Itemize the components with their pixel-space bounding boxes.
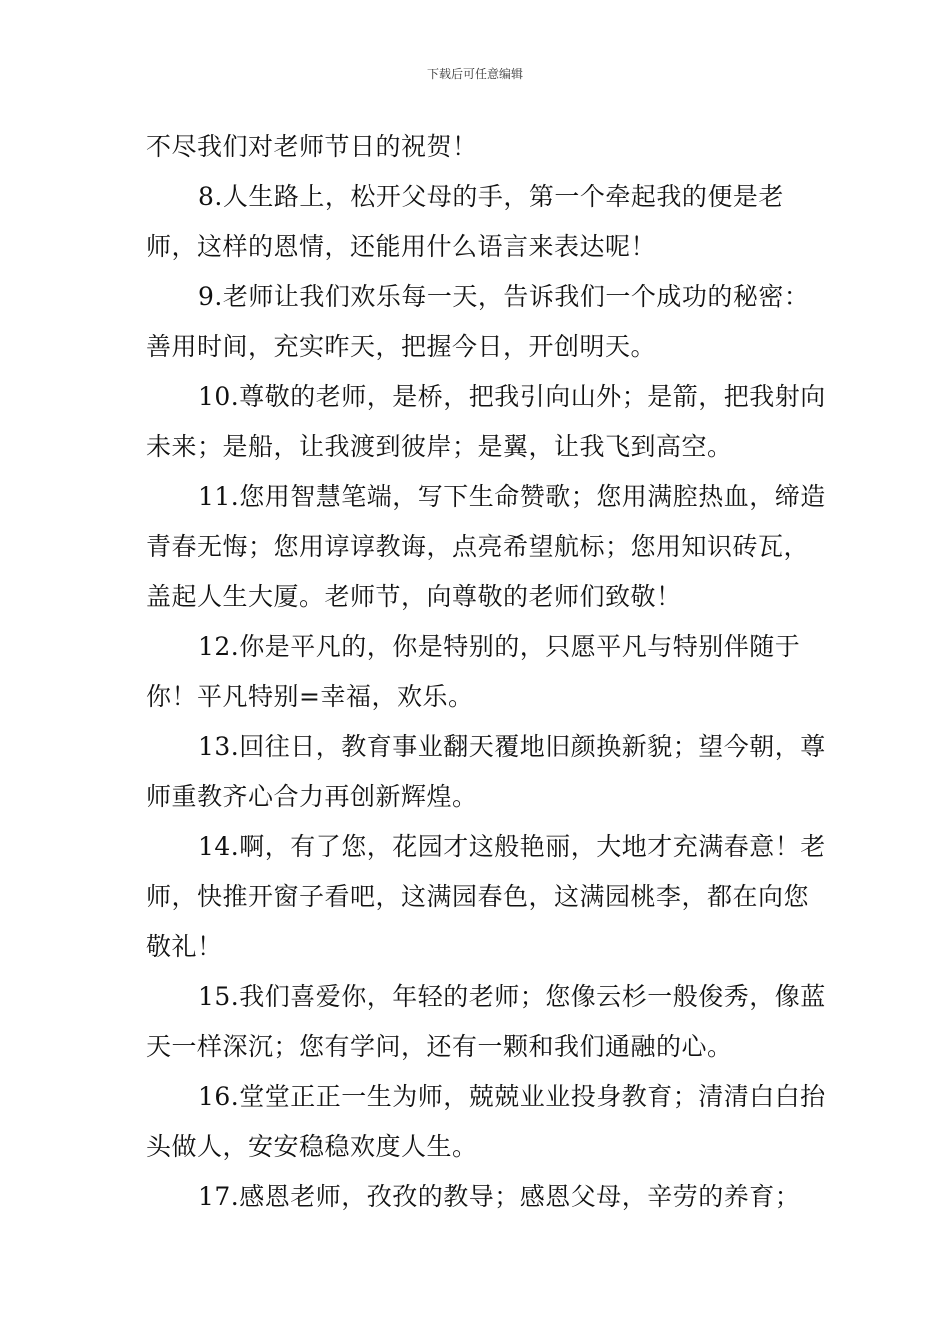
- paragraph-13: 13.回往日，教育事业翻天覆地旧颜换新貌；望今朝，尊师重教齐心合力再创新辉煌。: [146, 732, 826, 811]
- paragraph-14: 14.啊，有了您，花园才这般艳丽，大地才充满春意！老师，快推开窗子看吧，这满园春色，这满园桃李，都在向您敬礼！: [146, 832, 826, 961]
- paragraph-17: 17.感恩老师，孜孜的教导；感恩父母，辛劳的养育；: [198, 1182, 801, 1211]
- paragraph-9: 9.老师让我们欢乐每一天，告诉我们一个成功的秘密：善用时间，充实昨天，把握今日，开创明天。: [146, 282, 810, 361]
- paragraph-16: 16.堂堂正正一生为师，兢兢业业投身教育；清清白白抬头做人，安安稳稳欢度人生。: [146, 1082, 826, 1161]
- paragraph-continued: 不尽我们对老师节日的祝贺！: [146, 132, 478, 161]
- page-header: 下载后可任意编辑: [426, 67, 523, 81]
- paragraph-12: 12.你是平凡的，你是特别的，只愿平凡与特别伴随于你！平凡特别=幸福，欢乐。: [146, 632, 801, 711]
- paragraph-15: 15.我们喜爱你，年轻的老师；您像云杉一般俊秀，像蓝天一样深沉；您有学问，还有一颗和我们通融的心。: [146, 982, 826, 1061]
- paragraph-8: 8.人生路上，松开父母的手，第一个牵起我的便是老师，这样的恩情，还能用什么语言来表达呢！: [146, 182, 784, 261]
- paragraph-11: 11.您用智慧笔端，写下生命赞歌；您用满腔热血，缔造青春无悔；您用谆谆教诲，点亮希望航标；您用知识砖瓦，盖起人生大厦。老师节，向尊敬的老师们致敬！: [146, 482, 826, 611]
- document-body: [146, 122, 826, 1222]
- paragraph-10: 10.尊敬的老师，是桥，把我引向山外；是箭，把我射向未来；是船，让我渡到彼岸；是翼，让我飞到高空。: [146, 382, 826, 461]
